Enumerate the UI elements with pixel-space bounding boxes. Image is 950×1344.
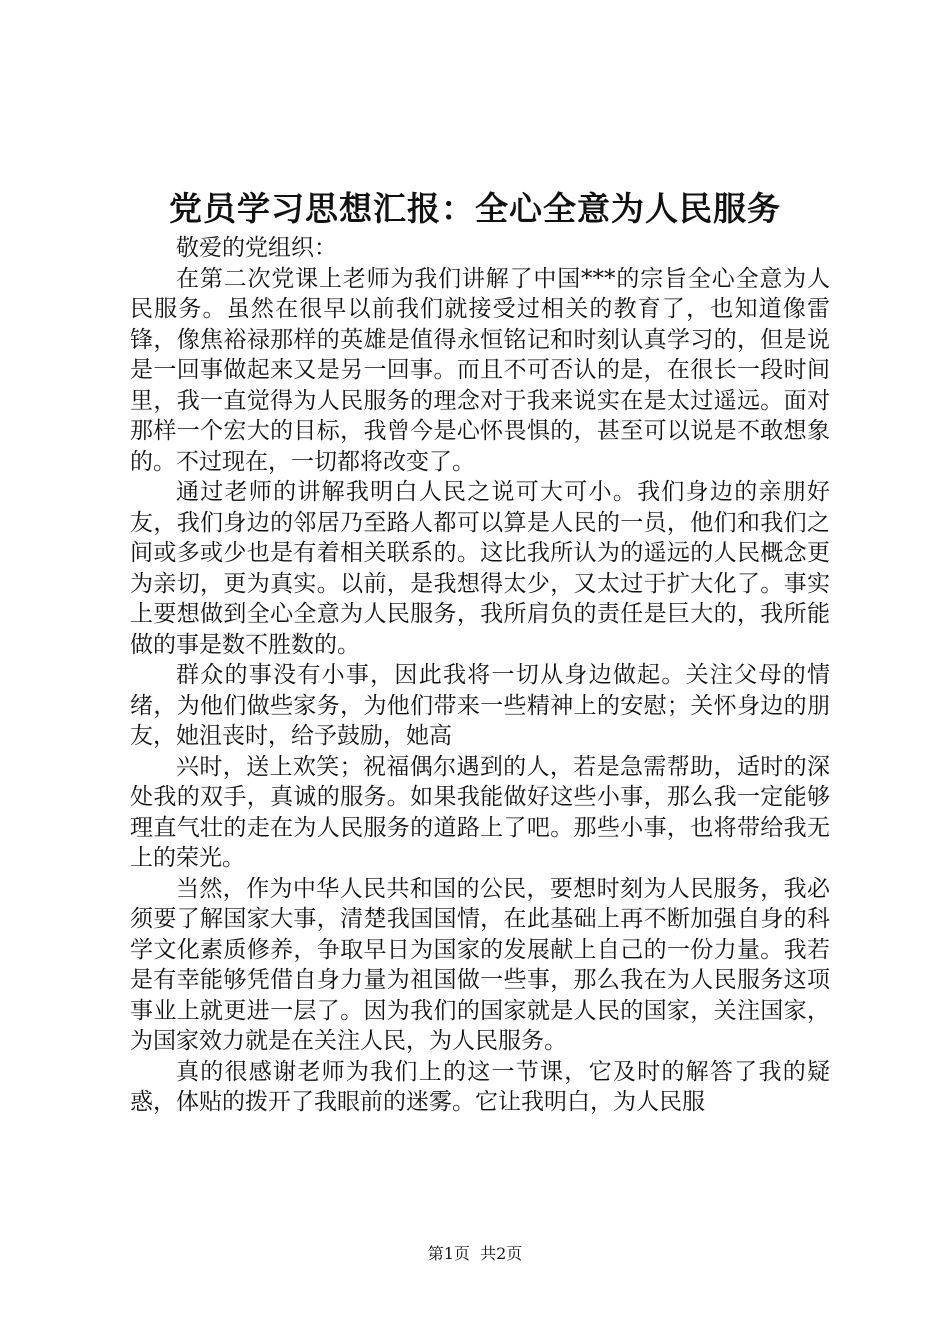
paragraph-6: 真的很感谢老师为我们上的这一节课，它及时的解答了我的疑惑，体贴的拨开了我眼前的迷雾。它让我明白，为人民服 — [130, 1058, 830, 1115]
document-body — [130, 233, 830, 1118]
page-number-footer: 第1页 共2页 — [427, 1244, 523, 1263]
salutation: 敬爱的党组织： — [176, 235, 337, 261]
paragraph-5: 当然，作为中华人民共和国的公民，要想时刻为人民服务，我必须要了解国家大事，清楚我国国情，在此基础上再不断加强自身的科学文化素质修养，争取早日为国家的发展献上自己的一份力量。我若是有幸能够凭借自身力量为祖国做一些事，那么我在为人民服务这项事业上就更进一层了。因为我们的国家就是人民的国家，关注国家，为国家效力就是在关注人民，为人民服务。 — [130, 875, 830, 1054]
document-title: 党员学习思想汇报：全心全意为人民服务 — [169, 189, 781, 228]
paragraph-1: 在第二次党课上老师为我们讲解了中国***的宗旨全心全意为人民服务。虽然在很早以前我们就接受过相关的教育了，也知道像雷锋，像焦裕禄那样的英雄是值得永恒铭记和时刻认真学习的，但是说是一回事做起来又是另一回事。而且不可否认的是，在很长一段时间里，我一直觉得为人民服务的理念对于我来说实在是太过遥远。面对那样一个宏大的目标，我曾今是心怀畏惧的，甚至可以说是不敢想象的。不过现在，一切都将改变了。 — [130, 265, 830, 475]
paragraph-4: 兴时，送上欢笑；祝福偶尔遇到的人，若是急需帮助，适时的深处我的双手，真诚的服务。如果我能做好这些小事，那么我一定能够理直气壮的走在为人民服务的道路上了吧。那些小事，也将带给我无上的荣光。 — [130, 753, 830, 871]
paragraph-3: 群众的事没有小事，因此我将一切从身边做起。关注父母的情绪，为他们做些家务，为他们带来一些精神上的安慰；关怀身边的朋友，她沮丧时，给予鼓励，她高 — [130, 662, 830, 749]
paragraph-2: 通过老师的讲解我明白人民之说可大可小。我们身边的亲朋好友，我们身边的邻居乃至路人都可以算是人民的一员，他们和我们之间或多或少也是有着相关联系的。这比我所认为的遥远的人民概念更为亲切，更为真实。以前，是我想得太少，又太过于扩大化了。事实上要想做到全心全意为人民服务，我所肩负的责任是巨大的，我所能做的事是数不胜数的。 — [130, 479, 830, 658]
